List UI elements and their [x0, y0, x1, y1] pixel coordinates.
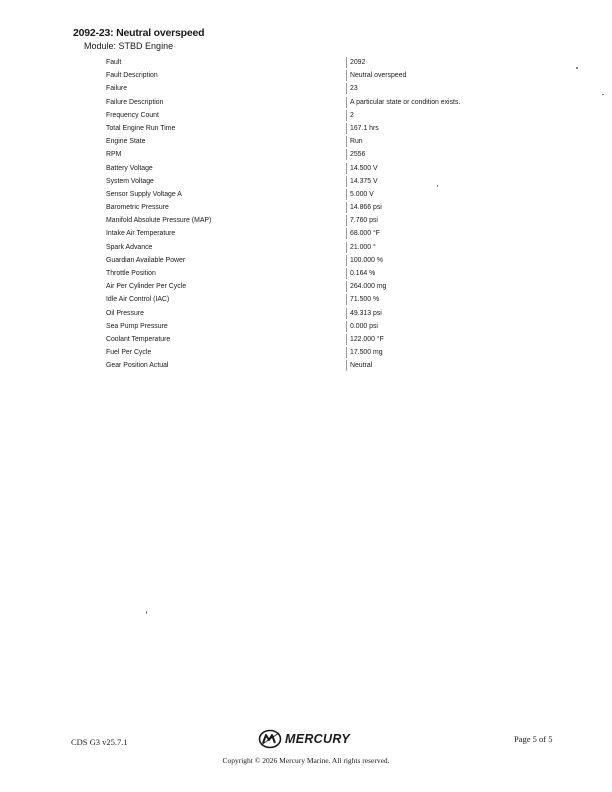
mercury-logo [258, 729, 350, 749]
row-value: 2092 [346, 57, 365, 68]
software-version: CDS G3 v25.7.1 [71, 737, 128, 747]
table-row [106, 82, 526, 95]
row-value: Neutral overspeed [346, 70, 406, 81]
table-row [106, 96, 526, 109]
row-value: 68.000 °F [346, 228, 380, 239]
row-label: Fuel Per Cycle [106, 349, 152, 357]
scan-speck [437, 185, 438, 187]
row-label: Engine State [106, 138, 146, 146]
table-row [106, 69, 526, 82]
row-label: Sea Pump Pressure [106, 322, 168, 330]
row-value: 167.1 hrs [346, 123, 379, 134]
fault-data-table [106, 56, 526, 373]
row-label: Failure Description [106, 98, 164, 106]
row-value: 23 [346, 83, 358, 94]
table-row [106, 254, 526, 267]
table-row [106, 359, 526, 372]
row-label: Gear Position Actual [106, 362, 169, 370]
table-row [106, 267, 526, 280]
row-value: 100.000 % [346, 255, 383, 266]
row-label: Guardian Available Power [106, 256, 186, 264]
row-value: Neutral [346, 360, 372, 371]
module-line [84, 41, 173, 51]
row-label: Oil Pressure [106, 309, 144, 317]
row-value: 14.375 V [346, 176, 378, 187]
row-value: 71.500 % [346, 294, 379, 305]
row-label: Spark Advance [106, 243, 153, 251]
scan-speck [146, 611, 147, 614]
table-row [106, 148, 526, 161]
row-value: 21.000 ° [346, 242, 376, 253]
row-value: 7.760 psi [346, 215, 378, 226]
row-value: 49.313 psi [346, 308, 382, 319]
table-row [106, 175, 526, 188]
row-label: Idle Air Control (IAC) [106, 296, 170, 304]
row-label: RPM [106, 151, 122, 159]
row-value: 122.000 °F [346, 334, 384, 345]
module-value: STBD Engine [118, 41, 174, 51]
copyright-notice: Copyright © 2026 Mercury Marine. All rights reserved. [222, 756, 390, 765]
row-value: A particular state or condition exists. [346, 97, 460, 108]
row-label: Manifold Absolute Pressure (MAP) [106, 217, 212, 225]
row-label: Battery Voltage [106, 164, 153, 172]
row-value: 2556 [346, 149, 365, 160]
row-label: Frequency Count [106, 111, 159, 119]
row-value: 264.000 mg [346, 281, 386, 292]
table-row [106, 280, 526, 293]
table-row [106, 109, 526, 122]
table-row [106, 201, 526, 214]
scan-speck [602, 94, 604, 95]
row-value: 5.000 V [346, 189, 374, 200]
table-row [106, 227, 526, 240]
table-row [106, 320, 526, 333]
table-row [106, 56, 526, 69]
row-label: Air Per Cylinder Per Cycle [106, 283, 187, 291]
row-value: 14.500 V [346, 163, 378, 174]
row-label: Failure [106, 85, 128, 93]
table-row [106, 135, 526, 148]
module-label: Module: [84, 41, 117, 51]
scan-speck [576, 67, 578, 69]
mercury-emblem-icon [258, 729, 282, 749]
row-value: 0.000 psi [346, 321, 378, 332]
table-row [106, 162, 526, 175]
table-row [106, 307, 526, 320]
table-row [106, 122, 526, 135]
row-label: Total Engine Run Time [106, 124, 176, 132]
row-label: Coolant Temperature [106, 335, 171, 343]
row-value: 17.500 mg [346, 347, 383, 358]
row-label: Intake Air Temperature [106, 230, 176, 238]
row-value: Run [346, 136, 363, 147]
table-row [106, 241, 526, 254]
fault-title: 2092-23: Neutral overspeed [73, 27, 205, 39]
brand-name: MERCURY [285, 732, 351, 746]
row-label: System Voltage [106, 177, 154, 185]
page-number: Page 5 of 5 [514, 734, 553, 744]
table-row [106, 293, 526, 306]
row-label: Throttle Position [106, 270, 156, 277]
row-label: Sensor Supply Voltage A [106, 190, 182, 198]
row-label: Barometric Pressure [106, 204, 169, 212]
row-label: Fault Description [106, 72, 158, 80]
row-value: 14.866 psi [346, 202, 382, 213]
row-label: Fault [106, 59, 122, 66]
table-row [106, 214, 526, 227]
table-row [106, 188, 526, 201]
row-value: 2 [346, 110, 354, 121]
table-row [106, 333, 526, 346]
row-value: 0.164 % [346, 268, 375, 279]
table-row [106, 346, 526, 359]
